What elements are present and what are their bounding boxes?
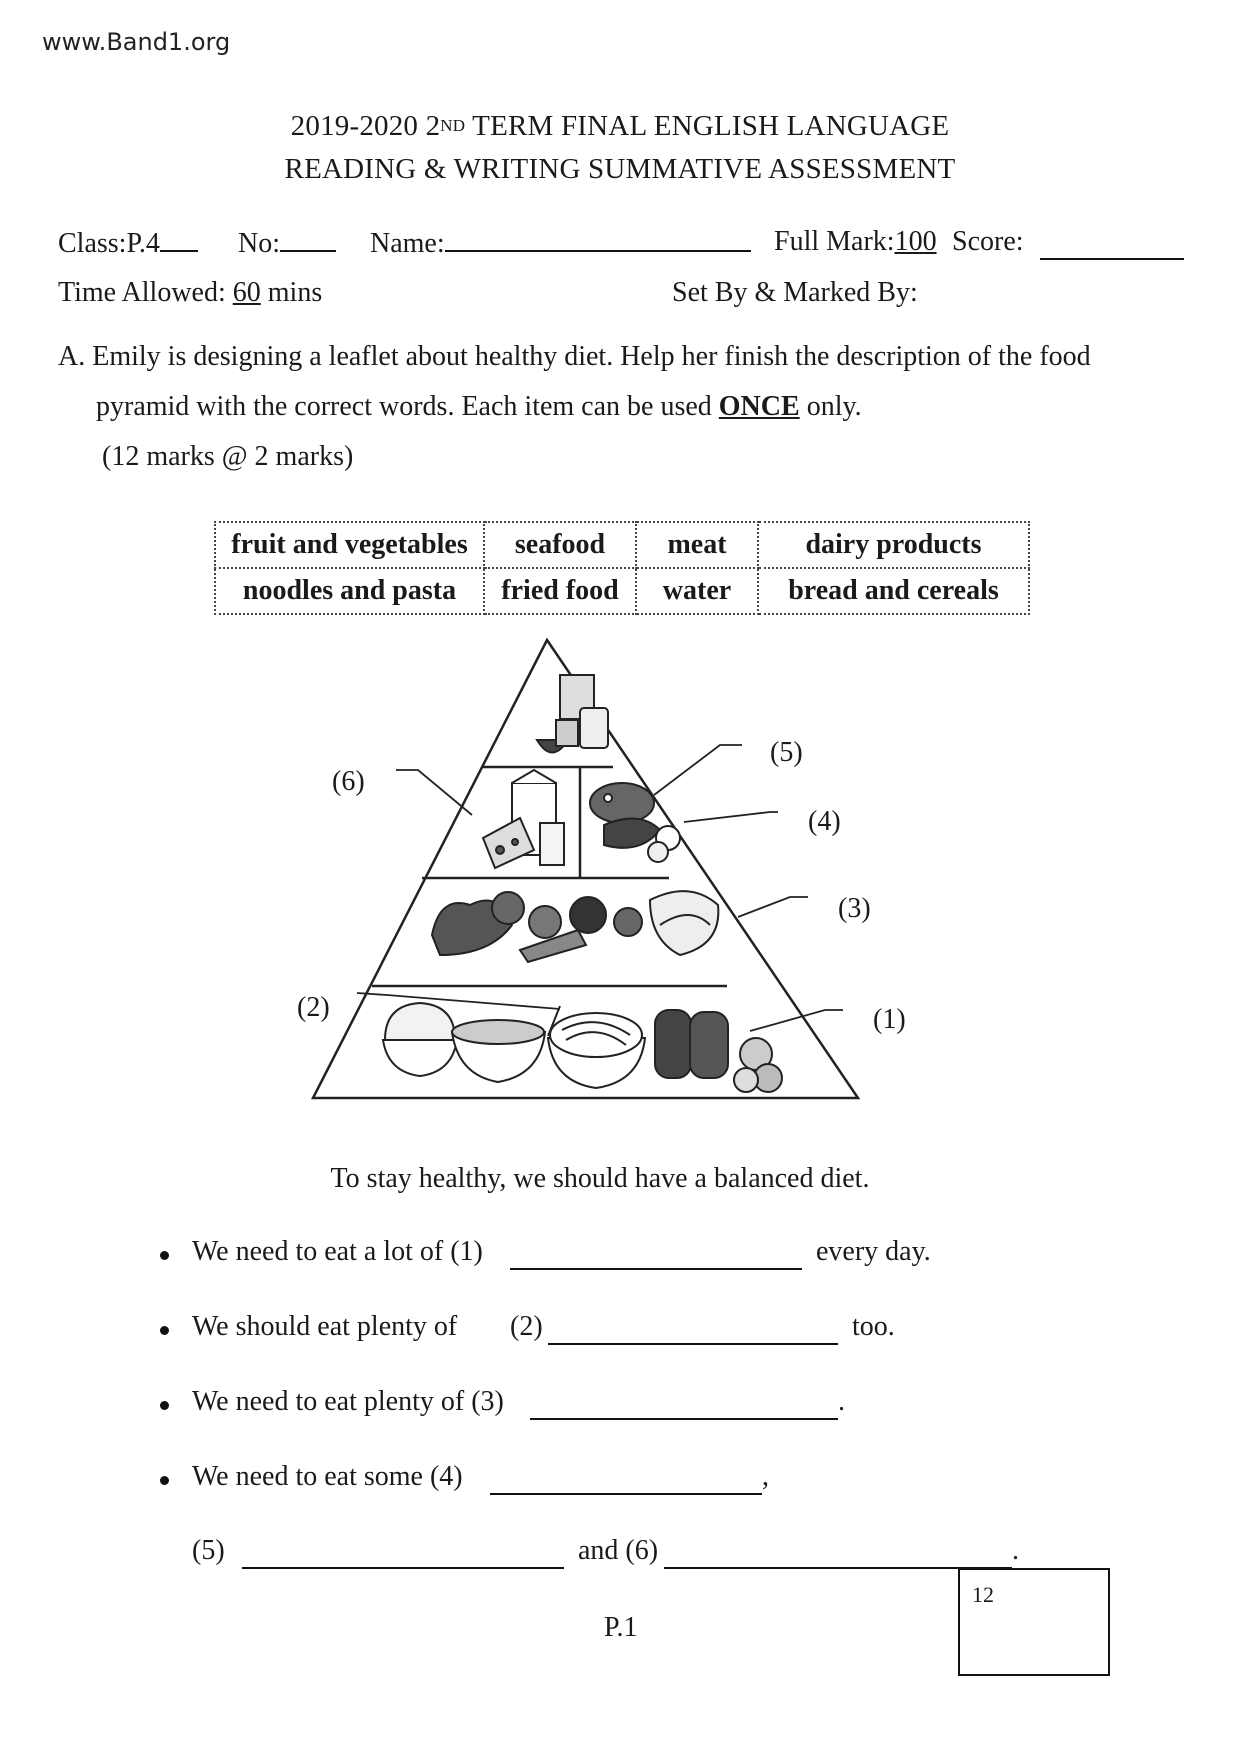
dairy-products-icon bbox=[483, 770, 564, 868]
sentence-4-end: , bbox=[762, 1461, 769, 1492]
word-bank-cell: fruit and vegetables bbox=[215, 522, 484, 568]
word-bank-cell: bread and cereals bbox=[758, 568, 1029, 614]
title-superscript: ND bbox=[440, 116, 466, 135]
full-mark-value: 100 bbox=[894, 226, 937, 257]
answer-blank-1[interactable] bbox=[510, 1244, 802, 1270]
intro-sentence: To stay healthy, we should have a balanced diet. bbox=[330, 1163, 870, 1194]
full-mark-label: Full Mark: bbox=[774, 226, 895, 257]
sentence-2-end: too. bbox=[852, 1311, 895, 1342]
question-text-line-1: Emily is designing a leaflet about healthy diet. Help her finish the description of the food bbox=[92, 341, 1091, 372]
title-suffix: TERM FINAL ENGLISH LANGUAGE bbox=[465, 110, 950, 142]
once-emphasis: ONCE bbox=[718, 391, 800, 422]
time-value: 60 bbox=[232, 277, 261, 308]
pyramid-label-6: (6) bbox=[332, 766, 365, 797]
class-label: Class:P.4 bbox=[58, 228, 160, 259]
pyramid-label-5: (5) bbox=[770, 737, 803, 768]
answer-blank-3[interactable] bbox=[530, 1394, 838, 1420]
answer-blank-4[interactable] bbox=[490, 1469, 762, 1495]
word-bank-cell: fried food bbox=[484, 568, 636, 614]
sentence-4-start: We need to eat some (4) bbox=[192, 1461, 463, 1492]
sentence-5-end: . bbox=[1012, 1535, 1019, 1566]
page-number: P.1 bbox=[604, 1612, 638, 1643]
sentence-2-start: We should eat plenty of bbox=[192, 1311, 458, 1342]
leader-line-2 bbox=[357, 993, 560, 1009]
time-label: Time Allowed: bbox=[58, 277, 233, 308]
bullet-2 bbox=[160, 1326, 169, 1335]
section-score-value: 12 bbox=[972, 1582, 994, 1607]
sentence-3-start: We need to eat plenty of (3) bbox=[192, 1386, 504, 1417]
title-prefix: 2019-2020 2 bbox=[290, 110, 441, 142]
answer-blank-5[interactable] bbox=[242, 1543, 564, 1569]
pyramid-label-2: (2) bbox=[297, 992, 330, 1023]
word-bank-cell: meat bbox=[636, 522, 758, 568]
sentence-1-start: We need to eat a lot of (1) bbox=[192, 1236, 483, 1267]
question-letter: A. bbox=[58, 341, 86, 372]
answer-blank-2[interactable] bbox=[548, 1319, 838, 1345]
leader-line-4 bbox=[684, 812, 778, 822]
question-text-2b: only. bbox=[799, 391, 862, 422]
leader-line-3 bbox=[738, 897, 808, 917]
bullet-3 bbox=[160, 1401, 169, 1410]
bullet-4 bbox=[160, 1476, 169, 1485]
section-score-box[interactable] bbox=[958, 1568, 1110, 1676]
site-url: www.Band1.org bbox=[42, 28, 231, 56]
grains-icon bbox=[383, 1003, 782, 1092]
bullet-1 bbox=[160, 1251, 169, 1260]
sentence-1 bbox=[192, 1236, 483, 1268]
question-marks: (12 marks @ 2 marks) bbox=[102, 441, 354, 472]
word-bank-cell: water bbox=[636, 568, 758, 614]
number-label: No: bbox=[238, 228, 280, 259]
name-label: Name: bbox=[370, 228, 445, 259]
meat-seafood-icon bbox=[590, 783, 680, 862]
set-by: Set By & Marked By: bbox=[672, 277, 918, 308]
answer-blank-6[interactable] bbox=[664, 1543, 1012, 1569]
fruit-vegetables-icon bbox=[432, 891, 718, 962]
word-bank-cell: seafood bbox=[484, 522, 636, 568]
sentence-1-end: every day. bbox=[816, 1236, 931, 1267]
pyramid-label-3: (3) bbox=[838, 893, 871, 924]
time-unit: mins bbox=[260, 277, 323, 308]
sentence-5-number: (5) bbox=[192, 1535, 225, 1566]
word-bank-cell: noodles and pasta bbox=[215, 568, 484, 614]
leader-line-5 bbox=[654, 745, 742, 795]
question-text-2a: pyramid with the correct words. Each item can be used bbox=[96, 391, 719, 422]
score-label: Score: bbox=[952, 226, 1024, 257]
page-subtitle: READING & WRITING SUMMATIVE ASSESSMENT bbox=[284, 153, 956, 185]
word-bank-cell: dairy products bbox=[758, 522, 1029, 568]
sentence-3-end: . bbox=[838, 1386, 845, 1417]
fats-sweets-icon bbox=[537, 675, 608, 753]
pyramid-label-1: (1) bbox=[873, 1004, 906, 1035]
pyramid-label-4: (4) bbox=[808, 806, 841, 837]
sentence-5-middle: and (6) bbox=[578, 1535, 659, 1566]
sentence-2-number: (2) bbox=[510, 1311, 543, 1342]
leader-line-1 bbox=[750, 1010, 843, 1031]
